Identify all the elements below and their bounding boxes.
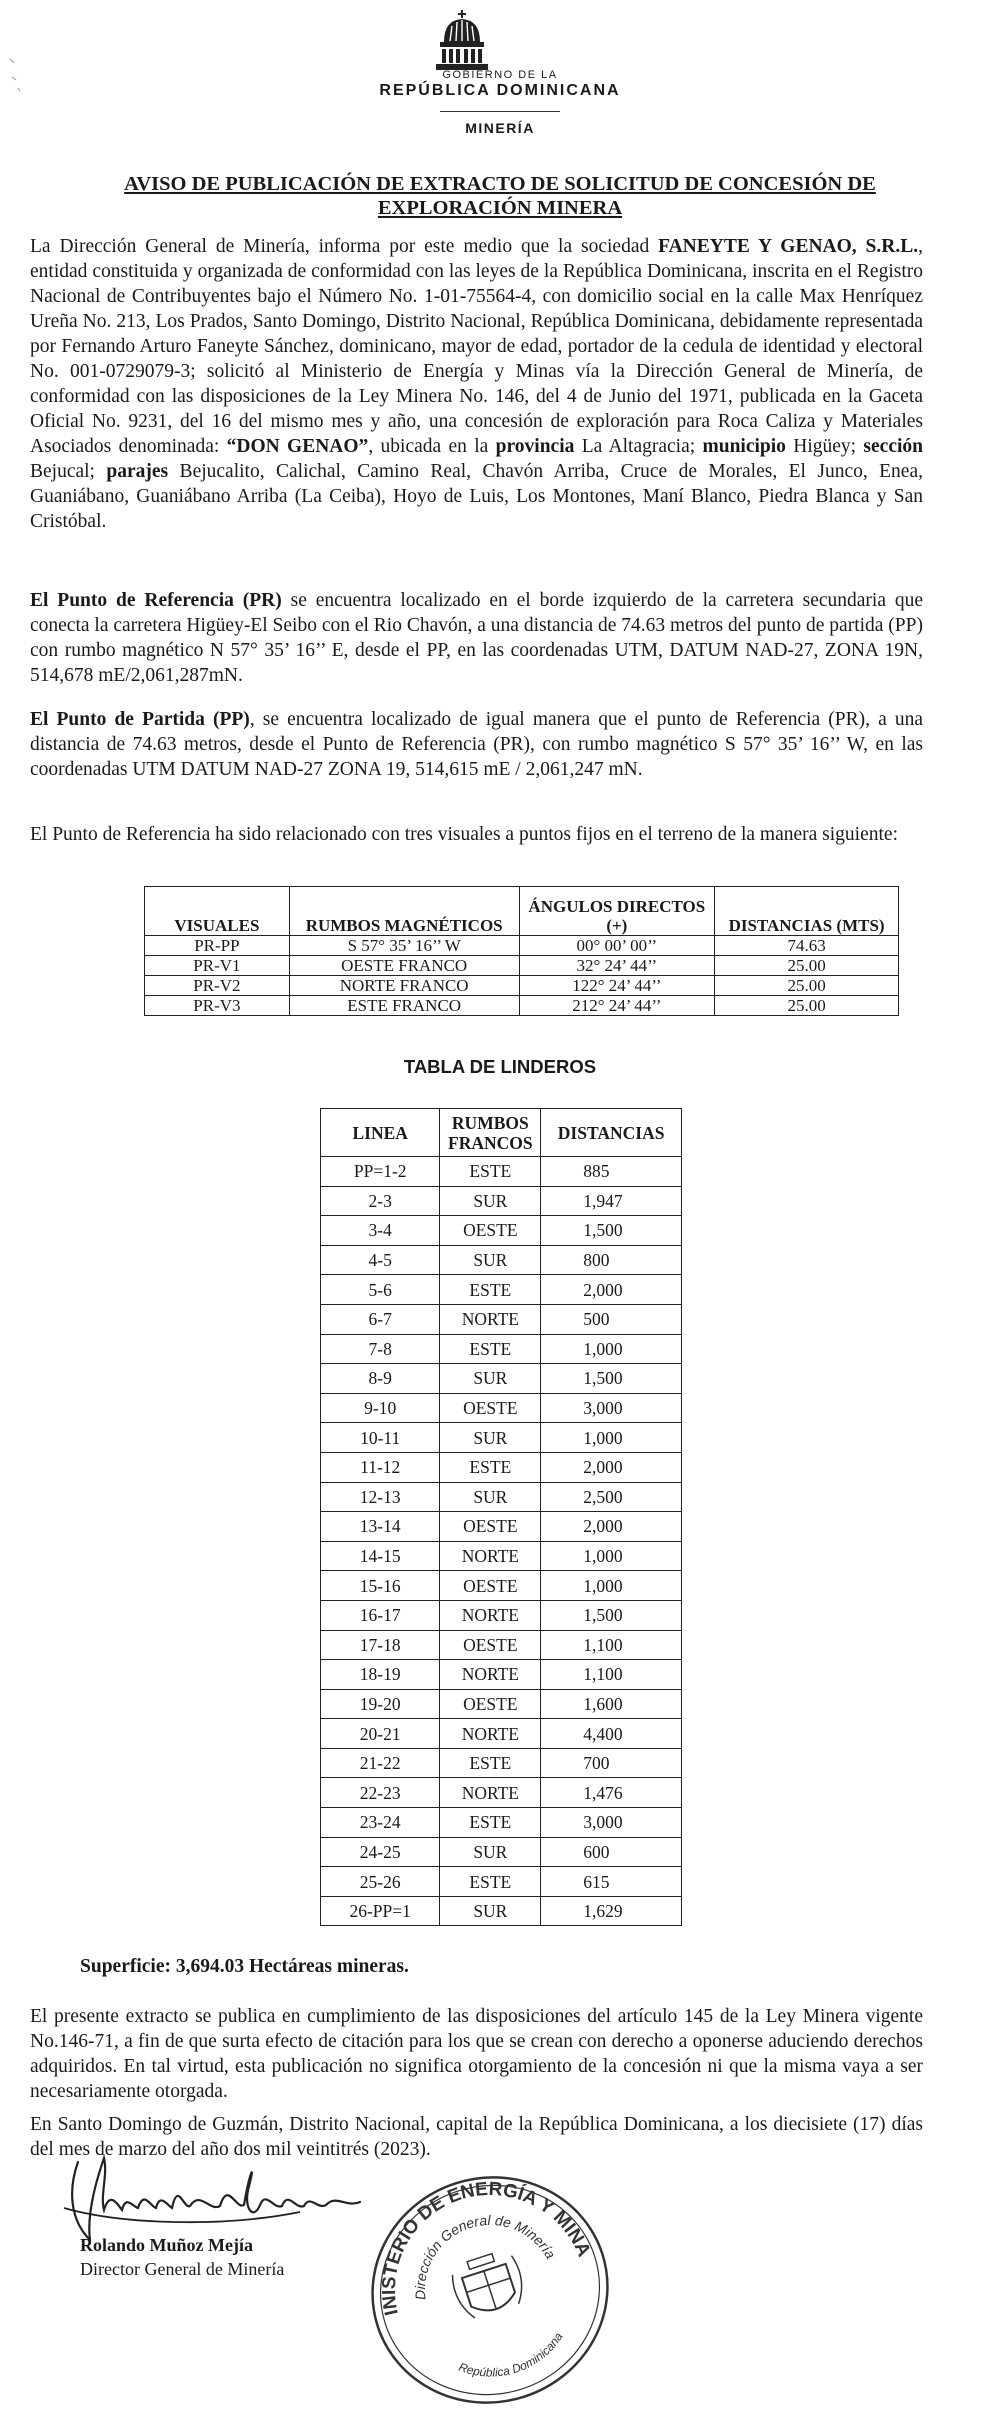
visuals-row	[145, 956, 899, 976]
visual-angle: 00° 00’ 00’’	[519, 936, 715, 956]
starting-point-text: , se encuentra localizado de igual manera que el punto de Referencia (PR), a una distancia de 74.63 metros, desde el Punto de Referencia (PR), con rumbo magnético S 57° 35’ 16’’ W, en las coordenadas UTM DATUM NAD-27 ZONA 19, 514,615 mE / 2,061,247 mN.	[30, 709, 924, 780]
lindero-line: 11-12	[321, 1452, 440, 1482]
lindero-distance: 1,500	[541, 1216, 682, 1246]
visuals-row	[145, 936, 899, 956]
page-title	[60, 172, 940, 220]
linderos-col-header: LINEA	[321, 1109, 440, 1157]
linderos-row	[321, 1571, 682, 1601]
lindero-line: 6-7	[321, 1304, 440, 1334]
concession-name: “DON GENAO”	[226, 436, 369, 457]
visuals-table	[144, 886, 899, 1016]
linderos-row	[321, 1896, 682, 1926]
lindero-line: 13-14	[321, 1512, 440, 1542]
lindero-bearing: ESTE	[440, 1452, 541, 1482]
lindero-distance: 2,000	[541, 1275, 682, 1305]
visuals-row	[145, 976, 899, 996]
header-republica: REPÚBLICA DOMINICANA	[379, 82, 621, 99]
lindero-distance: 1,000	[541, 1541, 682, 1571]
visuals-header-row	[145, 887, 899, 936]
linderos-row	[321, 1689, 682, 1719]
linderos-row	[321, 1630, 682, 1660]
lindero-line: 9-10	[321, 1393, 440, 1423]
lindero-line: 25-26	[321, 1867, 440, 1897]
lindero-bearing: OESTE	[440, 1689, 541, 1719]
lindero-bearing: NORTE	[440, 1778, 541, 1808]
lindero-bearing: SUR	[440, 1245, 541, 1275]
visual-bearing: OESTE FRANCO	[289, 956, 519, 976]
lindero-distance: 3,000	[541, 1393, 682, 1423]
lindero-distance: 2,000	[541, 1512, 682, 1542]
coat-of-arms-icon	[447, 2247, 528, 2321]
linderos-row	[321, 1482, 682, 1512]
linderos-row	[321, 1334, 682, 1364]
linderos-row	[321, 1808, 682, 1838]
visual-distance: 25.00	[715, 956, 899, 976]
lindero-distance: 885	[541, 1157, 682, 1187]
linderos-row	[321, 1423, 682, 1453]
lindero-bearing: OESTE	[440, 1630, 541, 1660]
linderos-row	[321, 1512, 682, 1542]
lindero-line: 21-22	[321, 1748, 440, 1778]
signer-name: Rolando Muñoz Mejía	[80, 2235, 253, 2255]
lindero-bearing: SUR	[440, 1423, 541, 1453]
linderos-row	[321, 1157, 682, 1187]
lindero-distance: 1,000	[541, 1423, 682, 1453]
handwritten-signature	[60, 2150, 390, 2245]
closing-paragraph: En Santo Domingo de Guzmán, Distrito Nacional, capital de la República Dominicana, a los diecisiete (17) días del mes de marzo del año dos mil veintitrés (2023).	[30, 2114, 923, 2160]
lindero-bearing: SUR	[440, 1837, 541, 1867]
lindero-bearing: NORTE	[440, 1304, 541, 1334]
superficie: Superficie: 3,694.03 Hectáreas mineras.	[80, 1956, 409, 1977]
visual-angle: 122° 24’ 44’’	[519, 976, 715, 996]
lindero-distance: 1,600	[541, 1689, 682, 1719]
linderos-header-row	[321, 1109, 682, 1157]
visuals-col-header: ÁNGULOS DIRECTOS (+)	[519, 887, 715, 936]
lindero-bearing: ESTE	[440, 1748, 541, 1778]
linderos-table	[320, 1108, 682, 1926]
lindero-bearing: SUR	[440, 1186, 541, 1216]
intro-text-2: , entidad constituida y organizada de conformidad con las leyes de la República Dominicana, inscrita en el Registro Nacional de Contribuyentes bajo el Número No. 1-01-75564-4, con domicilio social en la calle Max Henríquez Ureña No. 213, Los Prados, Santo Domingo, Distrito Nacional, República Dominicana, debidamente representada por Fernando Arturo Faneyte Sánchez, dominicano, mayor de edad, portador de la cedula de identidad y electoral No. 001-0729079-3; solicitó al Ministerio de Energía y Minas vía la Dirección General de Minería, de conformidad con las disposiciones de la Ley Minera No. 146, del 4 de Junio del 1971, publicada en la Gaceta Oficial No. 9231, del 16 del mismo mes y año, una concesión de exploración para Roca Caliza y Materiales Asociados denominada:	[30, 236, 923, 457]
header-gobierno: GOBIERNO DE LA	[442, 69, 558, 81]
linderos-row	[321, 1275, 682, 1305]
reference-point-paragraph	[30, 588, 923, 688]
lindero-distance: 1,100	[541, 1630, 682, 1660]
linderos-row	[321, 1541, 682, 1571]
lindero-bearing: NORTE	[440, 1660, 541, 1690]
lindero-bearing: SUR	[440, 1896, 541, 1926]
lindero-distance: 615	[541, 1867, 682, 1897]
linderos-row	[321, 1778, 682, 1808]
linderos-row	[321, 1660, 682, 1690]
linderos-row	[321, 1837, 682, 1867]
lindero-bearing: OESTE	[440, 1512, 541, 1542]
value-municipio: Higüey;	[785, 436, 864, 457]
lindero-distance: 1,947	[541, 1186, 682, 1216]
lindero-bearing: ESTE	[440, 1275, 541, 1305]
header-ministry: MINERÍA	[465, 120, 535, 136]
lindero-distance: 1,100	[541, 1660, 682, 1690]
lindero-distance: 2,500	[541, 1482, 682, 1512]
visual-name: PR-V2	[145, 976, 290, 996]
lindero-line: 12-13	[321, 1482, 440, 1512]
lindero-line: 24-25	[321, 1837, 440, 1867]
lindero-bearing: NORTE	[440, 1541, 541, 1571]
lindero-line: 7-8	[321, 1334, 440, 1364]
lindero-line: 26-PP=1	[321, 1896, 440, 1926]
seal-bottom-text: República Dominicana	[456, 2329, 566, 2380]
label-municipio: municipio	[702, 436, 786, 457]
lindero-bearing: ESTE	[440, 1867, 541, 1897]
seal-top-text: MINISTERIO DE ENERGÍA Y MINAS	[378, 2178, 595, 2318]
lindero-bearing: SUR	[440, 1364, 541, 1394]
lindero-line: 4-5	[321, 1245, 440, 1275]
visuals-intro: El Punto de Referencia ha sido relacionado con tres visuales a puntos fijos en el terreno de la manera siguiente:	[30, 824, 898, 845]
lindero-bearing: NORTE	[440, 1719, 541, 1749]
visual-bearing: ESTE FRANCO	[289, 996, 519, 1016]
lindero-distance: 1,629	[541, 1896, 682, 1926]
lindero-distance: 700	[541, 1748, 682, 1778]
visuals-col-header: DISTANCIAS (MTS)	[715, 887, 899, 936]
visual-distance: 74.63	[715, 936, 899, 956]
value-seccion: Bejucal;	[30, 461, 107, 482]
company-name: FANEYTE Y GENAO, S.R.L.	[658, 236, 919, 257]
lindero-line: 10-11	[321, 1423, 440, 1453]
label-parajes: parajes	[106, 461, 169, 482]
government-crest-icon	[434, 8, 490, 72]
lindero-distance: 2,000	[541, 1452, 682, 1482]
title-line-1: AVISO DE PUBLICACIÓN DE EXTRACTO DE SOLICITUD DE CONCESIÓN DE	[124, 173, 876, 195]
intro-paragraph	[30, 234, 923, 534]
linderos-row	[321, 1719, 682, 1749]
label-seccion: sección	[863, 436, 923, 457]
value-parajes: Bejucalito, Calichal, Camino Real, Chavón Arriba, Cruce de Morales, El Junco, Enea, Guaniábano, Guaniábano Arriba (La Ceiba), Hoyo de Luis, Los Montones, Maní Blanco, Piedra Blanca y San Cristóbal.	[30, 461, 923, 532]
official-seal	[355, 2160, 625, 2410]
lindero-line: 16-17	[321, 1600, 440, 1630]
visuals-row	[145, 996, 899, 1016]
lindero-line: 3-4	[321, 1216, 440, 1246]
lindero-line: 14-15	[321, 1541, 440, 1571]
visuals-col-header: RUMBOS MAGNÉTICOS	[289, 887, 519, 936]
lindero-bearing: OESTE	[440, 1393, 541, 1423]
linderos-row	[321, 1364, 682, 1394]
visual-distance: 25.00	[715, 996, 899, 1016]
lindero-line: 15-16	[321, 1571, 440, 1601]
header-divider	[440, 111, 560, 112]
lindero-line: 17-18	[321, 1630, 440, 1660]
svg-text:MINISTERIO DE ENERGÍA Y MINAS	[355, 2160, 595, 2332]
lindero-distance: 1,500	[541, 1364, 682, 1394]
linderos-row	[321, 1216, 682, 1246]
lindero-line: 20-21	[321, 1719, 440, 1749]
linderos-row	[321, 1393, 682, 1423]
linderos-col-header: DISTANCIAS	[541, 1109, 682, 1157]
lindero-distance: 1,000	[541, 1571, 682, 1601]
lindero-distance: 600	[541, 1837, 682, 1867]
starting-point-label: El Punto de Partida (PP)	[30, 709, 250, 730]
visual-bearing: NORTE FRANCO	[289, 976, 519, 996]
lindero-line: 23-24	[321, 1808, 440, 1838]
linderos-row	[321, 1186, 682, 1216]
signer-role: Director General de Minería	[80, 2259, 285, 2279]
lindero-distance: 1,000	[541, 1334, 682, 1364]
lindero-line: 5-6	[321, 1275, 440, 1305]
lindero-bearing: SUR	[440, 1482, 541, 1512]
lindero-line: PP=1-2	[321, 1157, 440, 1187]
title-line-2: EXPLORACIÓN MINERA	[377, 197, 623, 219]
starting-point-paragraph	[30, 707, 923, 782]
visual-name: PR-PP	[145, 936, 290, 956]
lindero-line: 8-9	[321, 1364, 440, 1394]
reference-point-text: se encuentra localizado en el borde izquierdo de la carretera secundaria que conecta la carretera Higüey-El Seibo con el Rio Chavón, a una distancia de 74.63 metros del punto de partida (PP) con rumbo magnético N 57° 35’ 16’’ E, desde el PP, en las coordenadas UTM, DATUM NAD-27, ZONA 19N, 514,678 mE/2,061,287mN.	[30, 590, 923, 686]
intro-text-1: La Dirección General de Minería, informa por este medio que la sociedad	[30, 236, 659, 257]
visual-bearing: S 57° 35’ 16’’ W	[289, 936, 519, 956]
visuals-col-header: VISUALES	[145, 887, 290, 936]
lindero-line: 19-20	[321, 1689, 440, 1719]
lindero-bearing: ESTE	[440, 1334, 541, 1364]
lindero-bearing: ESTE	[440, 1157, 541, 1187]
lindero-distance: 1,500	[541, 1600, 682, 1630]
visual-name: PR-V3	[145, 996, 290, 1016]
lindero-bearing: OESTE	[440, 1571, 541, 1601]
linderos-col-header: RUMBOS FRANCOS	[440, 1109, 541, 1157]
publication-paragraph: El presente extracto se publica en cumplimiento de las disposiciones del artículo 145 de la Ley Minera vigente No.146-71, a fin de que surta efecto de citación para los que se crean con derecho a oponerse aduciendo derechos adquiridos. En tal virtud, esta publicación no significa otorgamiento de la concesión ni que la misma vaya a ser necesariamente otorgada.	[30, 2006, 923, 2102]
label-provincia: provincia	[495, 436, 575, 457]
lindero-bearing: ESTE	[440, 1808, 541, 1838]
linderos-row	[321, 1245, 682, 1275]
lindero-bearing: OESTE	[440, 1216, 541, 1246]
linderos-row	[321, 1748, 682, 1778]
lindero-line: 2-3	[321, 1186, 440, 1216]
linderos-row	[321, 1452, 682, 1482]
visual-angle: 212° 24’ 44’’	[519, 996, 715, 1016]
seal-inner-text: Dirección General de Minería	[411, 2211, 559, 2301]
visual-name: PR-V1	[145, 956, 290, 976]
linderos-title: TABLA DE LINDEROS	[403, 1056, 597, 1077]
lindero-bearing: NORTE	[440, 1600, 541, 1630]
lindero-distance: 4,400	[541, 1719, 682, 1749]
visual-angle: 32° 24’ 44’’	[519, 956, 715, 976]
visual-distance: 25.00	[715, 976, 899, 996]
linderos-row	[321, 1304, 682, 1334]
linderos-row	[321, 1867, 682, 1897]
intro-text-3: , ubicada en la	[368, 436, 496, 457]
lindero-distance: 800	[541, 1245, 682, 1275]
value-provincia: La Altagracia;	[574, 436, 703, 457]
lindero-line: 18-19	[321, 1660, 440, 1690]
lindero-distance: 3,000	[541, 1808, 682, 1838]
lindero-line: 22-23	[321, 1778, 440, 1808]
lindero-distance: 500	[541, 1304, 682, 1334]
reference-point-label: El Punto de Referencia (PR)	[30, 590, 282, 611]
lindero-distance: 1,476	[541, 1778, 682, 1808]
linderos-row	[321, 1600, 682, 1630]
